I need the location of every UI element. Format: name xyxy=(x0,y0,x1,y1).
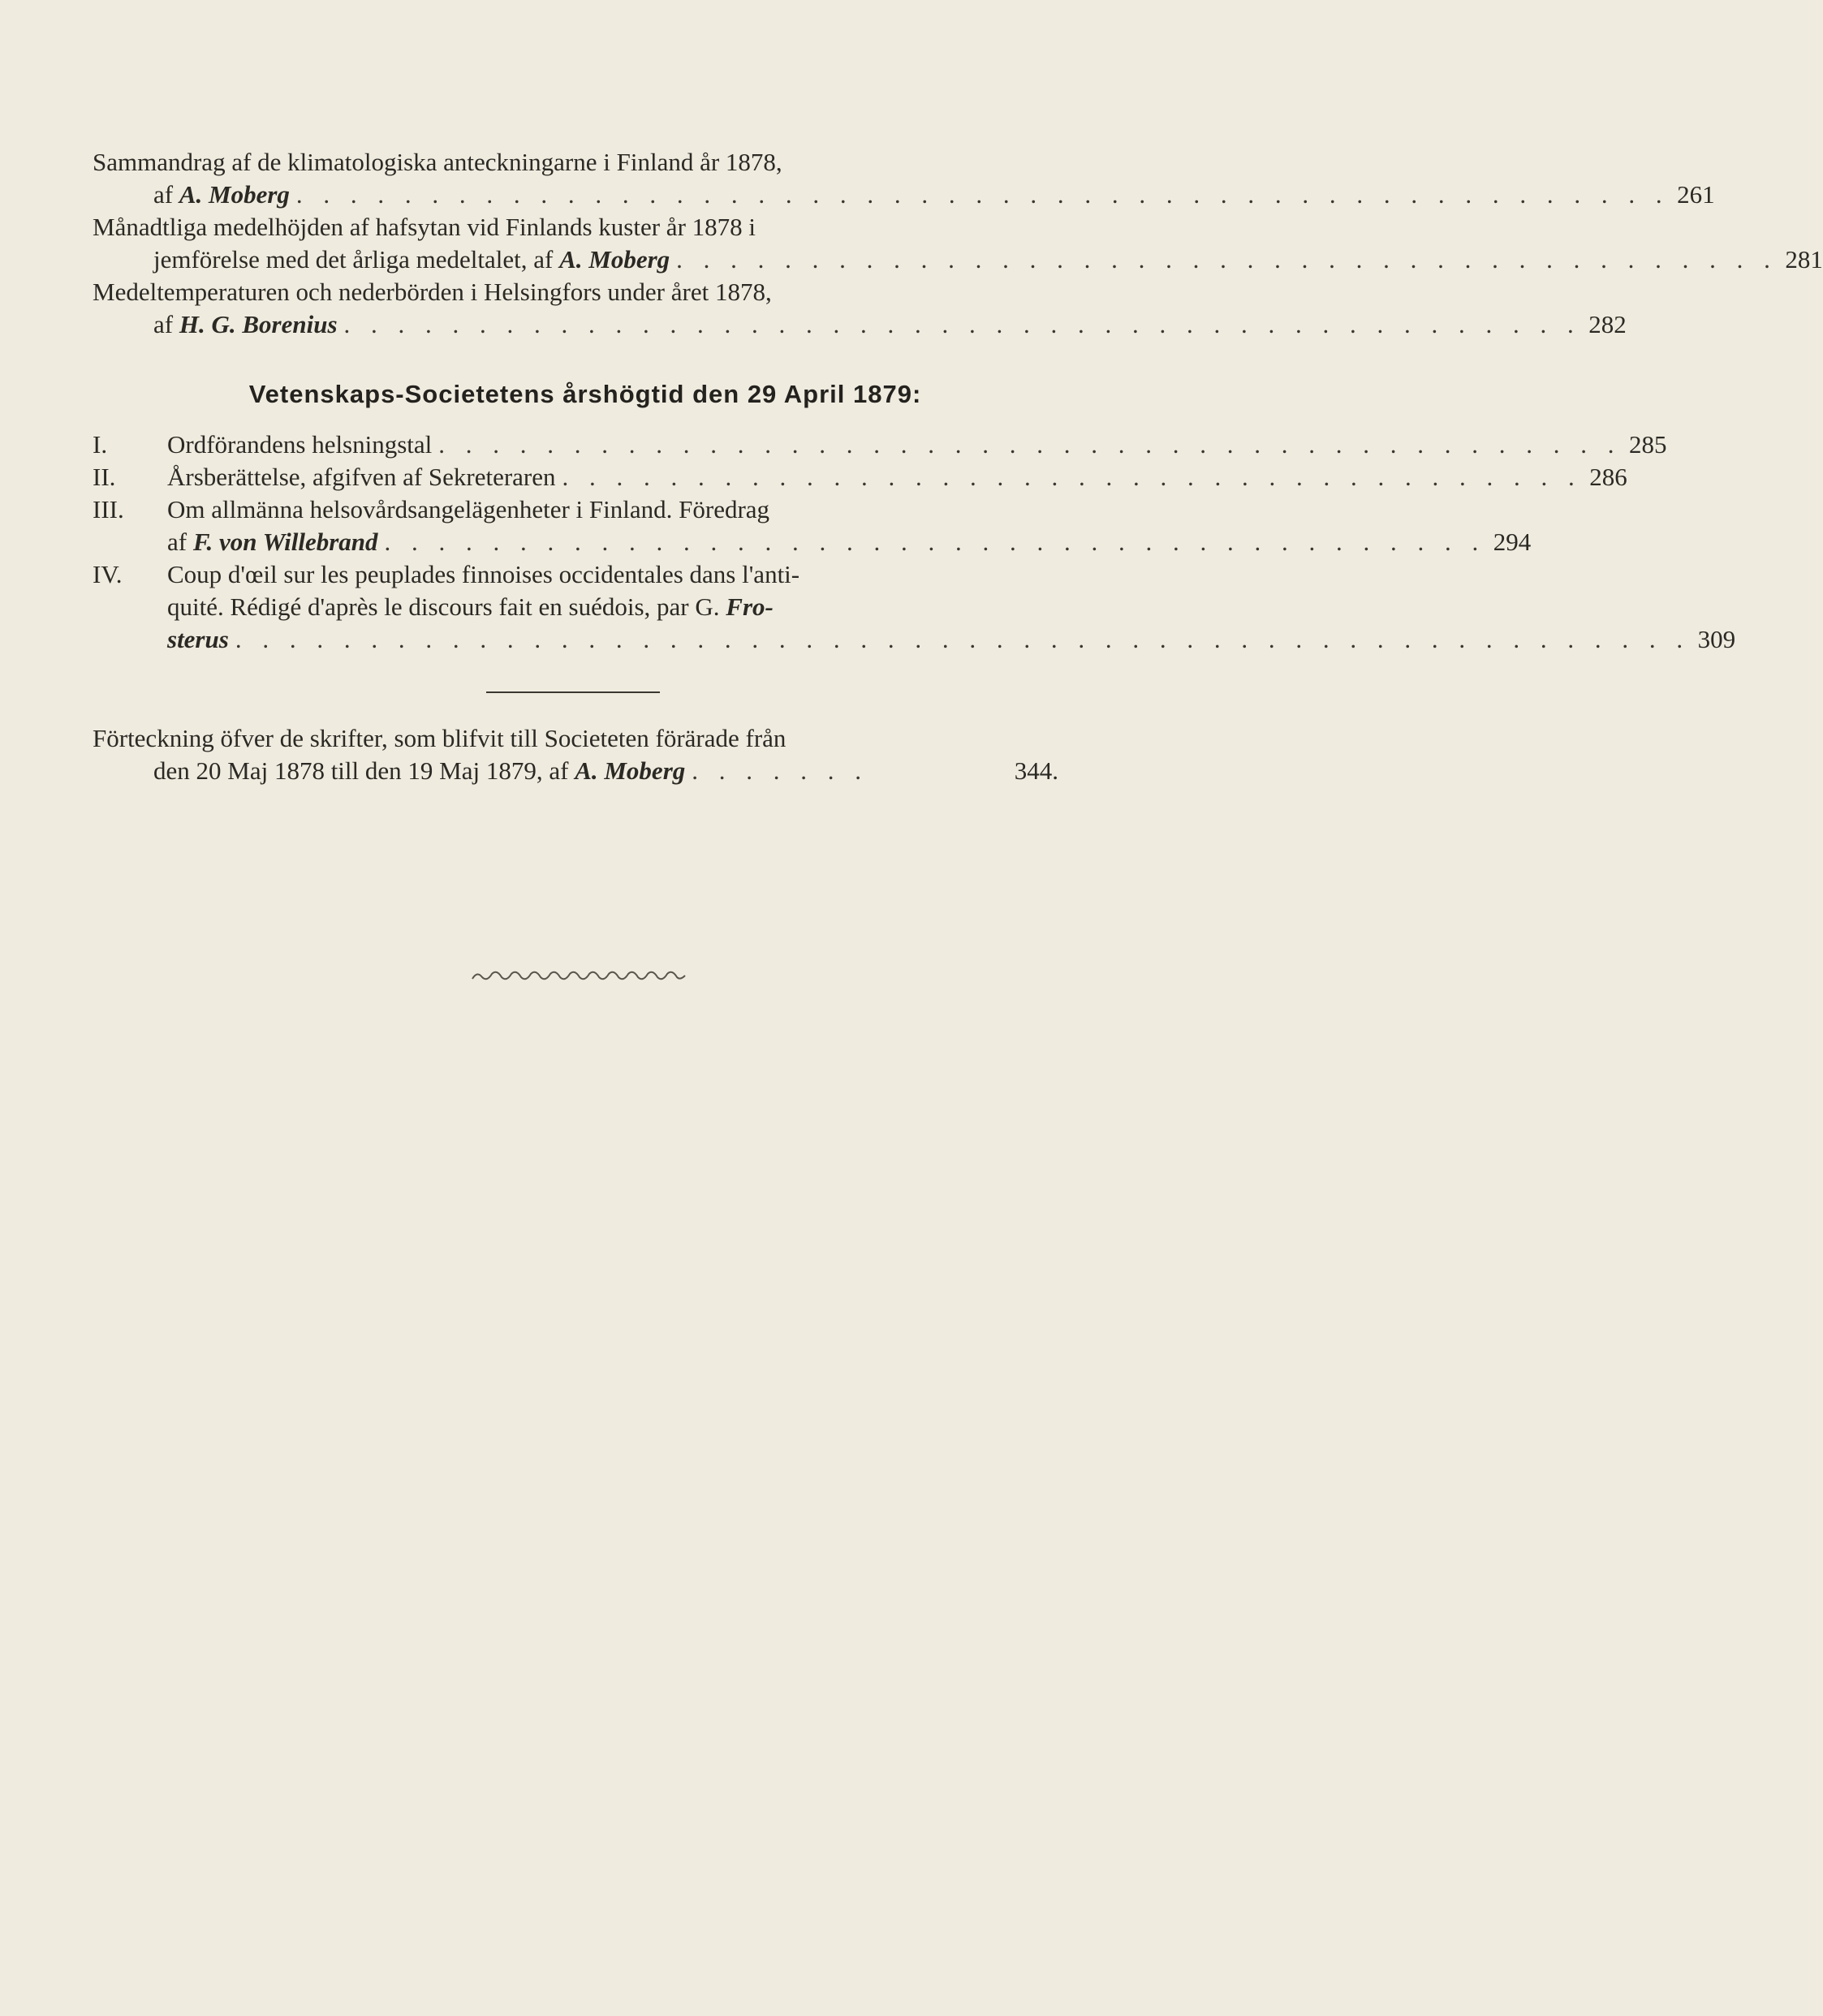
item-numeral: III. xyxy=(93,495,124,523)
entry-text: Ordförandens helsningstal xyxy=(167,430,433,459)
toc-entry-line: Månadtliga medelhöjden af hafsytan vid Finlands kuster år 1878 i xyxy=(93,213,756,241)
leader-dots: . . . . . . . . . . . . . . . . . . . . . . . . . . . . . . . . . . . . . . xyxy=(562,463,1582,491)
author-name: Fro- xyxy=(726,592,774,621)
author-name: A. Moberg xyxy=(559,245,670,274)
toc-entry-line xyxy=(93,755,1058,787)
toc-item-line xyxy=(93,493,1058,526)
author-name: sterus xyxy=(167,625,229,653)
section-divider xyxy=(486,691,660,693)
toc-item-line xyxy=(93,429,1667,461)
page-number: 309 xyxy=(1697,625,1736,653)
leader-dots: . . . . . . . . . . . . . . . . . . . . . . . . . . . . . . . . . . . . . . . . . . . . . . xyxy=(343,310,1581,338)
toc-entry-line: Sammandrag af de klimatologiska anteckningarne i Finland år 1878, xyxy=(93,148,782,176)
toc-entry-line: Medeltemperaturen och nederbörden i Helsingfors under året 1878, xyxy=(93,278,772,306)
toc-item-line xyxy=(93,526,1532,558)
entry-text: quité. Rédigé d'après le discours fait en suédois, par G. xyxy=(167,592,726,621)
table-of-contents xyxy=(93,146,1823,787)
page-number: 344. xyxy=(1014,756,1058,785)
toc-entry-line xyxy=(93,243,1823,276)
section-heading: Vetenskaps-Societetens årshögtid den 29 April 1879: xyxy=(248,380,922,408)
page-number: 282 xyxy=(1588,310,1627,338)
toc-item-line xyxy=(93,623,1736,656)
leader-dots: . . . . . . . . . . . . . . . . . . . . . . . . . . . . . . . . . . . . . . . . . . . . . . . . . . . . . . xyxy=(235,625,1691,653)
wavy-ornament xyxy=(471,967,687,984)
leader-dots: . . . . . . . . . . . . . . . . . . . . . . . . . . . . . . . . . . . . . . . . . xyxy=(676,245,1778,274)
entry-text: jemförelse med det årliga medeltalet, af xyxy=(153,245,560,274)
toc-entry-line xyxy=(93,179,1715,211)
page-number: 281 xyxy=(1785,245,1823,274)
author-name: A. Moberg xyxy=(179,180,290,209)
toc-item-line xyxy=(93,591,1058,623)
leader-dots: . . . . . . . . . . . . . . . . . . . . . . . . . . . . . . . . . . . . . . . . . xyxy=(384,528,1486,556)
author-name: A. Moberg xyxy=(575,756,686,785)
author-prefix: af xyxy=(153,180,179,209)
page-number: 261 xyxy=(1677,180,1715,209)
author-name: F. von Willebrand xyxy=(192,528,378,556)
toc-entry-line xyxy=(93,308,1627,341)
entry-text: Coup d'œil sur les peuplades finnoises occidentales dans l'anti- xyxy=(167,560,800,588)
author-prefix: af xyxy=(153,310,179,338)
page-number: 294 xyxy=(1493,528,1532,556)
author-name: H. G. Borenius xyxy=(179,310,338,338)
leader-dots: . . . . . . . . . . . . . . . . . . . . . . . . . . . . . . . . . . . . . . . . . . . . xyxy=(438,430,1622,459)
entry-text: Årsberättelse, afgifven af Sekreteraren xyxy=(167,463,556,491)
item-numeral: I. xyxy=(93,430,108,459)
toc-item-line xyxy=(93,558,1058,591)
entry-text: Om allmänna helsovårdsangelägenheter i Finland. Föredrag xyxy=(167,495,770,523)
author-prefix: af xyxy=(167,528,193,556)
page-number: 286 xyxy=(1589,463,1627,491)
leader-dots: . . . . . . . . . . . . . . . . . . . . . . . . . . . . . . . . . . . . . . . . . . . . . . . . . . . xyxy=(295,180,1670,209)
toc-item-line xyxy=(93,461,1627,493)
toc-entry-line: Förteckning öfver de skrifter, som blifvit till Societeten förärade från xyxy=(93,724,787,752)
item-numeral: II. xyxy=(93,463,116,491)
page-number: 285 xyxy=(1629,430,1667,459)
entry-text: den 20 Maj 1878 till den 19 Maj 1879, af xyxy=(153,756,575,785)
leader-dots: . . . . . . . xyxy=(692,756,869,785)
item-numeral: IV. xyxy=(93,560,123,588)
